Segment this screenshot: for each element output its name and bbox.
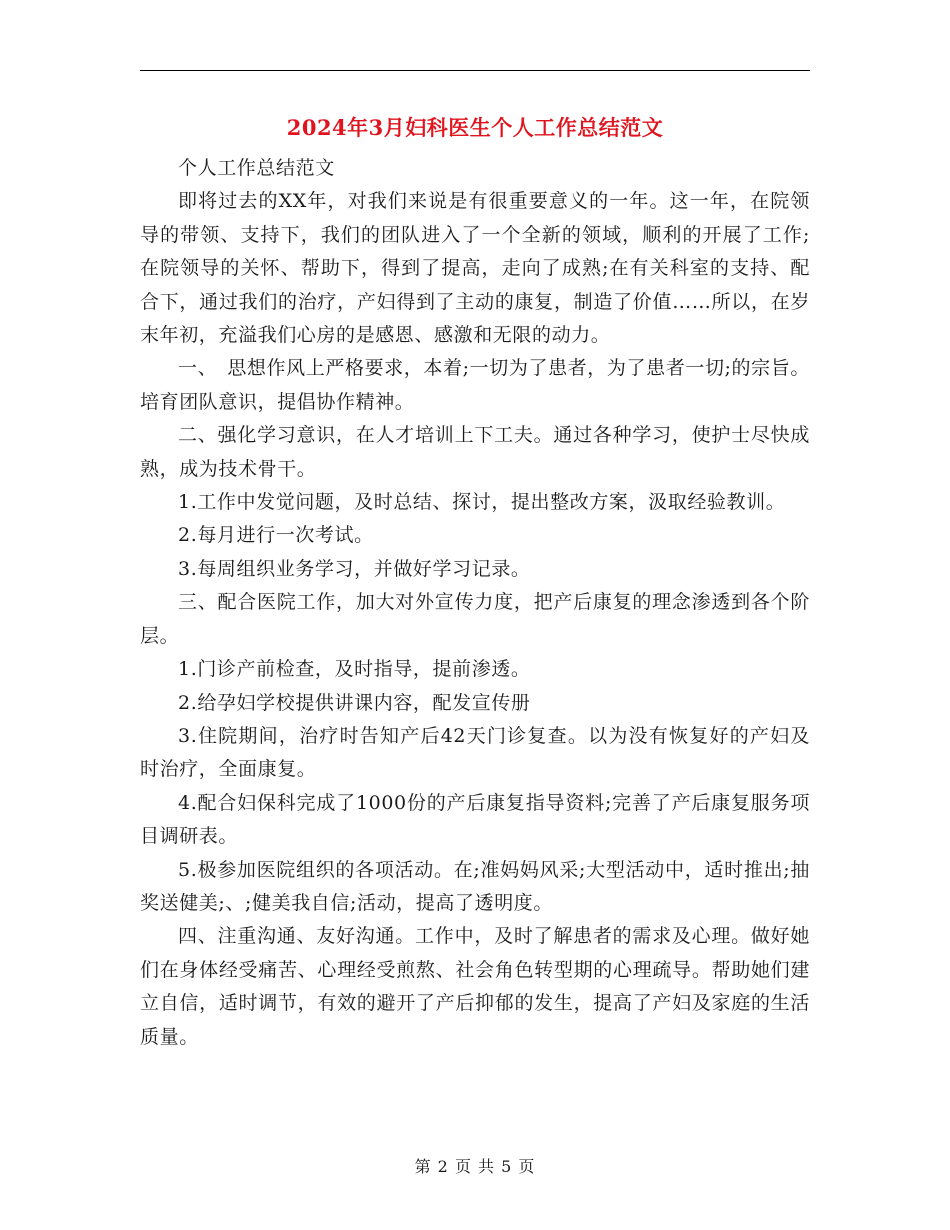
paragraph-item-2-1: 1.工作中发觉问题，及时总结、探讨，提出整改方案，汲取经验教训。 — [178, 491, 786, 514]
paragraph-item-3-5: 5.极参加医院组织的各项活动。在;准妈妈风采;大型活动中，适时推出;抽奖送健美;、;健美我自信;活动，提高了透明度。 — [140, 858, 810, 914]
paragraph-section-4: 四、注重沟通、友好沟通。工作中，及时了解患者的需求及心理。做好她们在身体经受痛苦、心理经受煎熬、社会角色转型期的心理疏导。帮助她们建立自信，适时调节，有效的避开了产后抑郁的发生，提高了产妇及家庭的生活质量。 — [140, 925, 810, 1048]
paragraph-item-3-4: 4.配合妇保科完成了1000份的产后康复指导资料;完善了产后康复服务项目调研表。 — [140, 791, 810, 848]
paragraph-section-1: 一、 思想作风上严格要求，本着;一切为了患者，为了患者一切;的宗旨。培育团队意识，提倡协作精神。 — [140, 357, 810, 413]
paragraph-item-2-3: 3.每周组织业务学习，并做好学习记录。 — [178, 557, 531, 580]
paragraph-subtitle: 个人工作总结范文 — [178, 157, 335, 179]
paragraph-item-3-2: 2.给孕妇学校提供讲课内容，配发宣传册 — [178, 691, 531, 714]
paragraph-item-3-3: 3.住院期间，治疗时告知产后42天门诊复查。以为没有恢复好的产妇及时治疗，全面康复。 — [140, 724, 810, 781]
paragraph-item-3-1: 1.门诊产前检查，及时指导，提前渗透。 — [178, 658, 531, 681]
paragraph-section-3: 三、配合医院工作，加大对外宣传力度，把产后康复的理念渗透到各个阶层。 — [140, 591, 810, 647]
document-body — [140, 152, 810, 1054]
paragraph-intro: 即将过去的XX年，对我们来说是有很重要意义的一年。这一年，在院领导的带领、支持下，我们的团队进入了一个全新的领域，顺利的开展了工作;在院领导的关怀、帮助下，得到了提高，走向了成熟;在有关科室的支持、配合下，通过我们的治疗，产妇得到了主动的康复，制造了价值……所以，在岁末年初，充溢我们心房的是感恩、感激和无限的动力。 — [140, 190, 810, 347]
page-footer: 第 2 页 共 5 页 — [414, 1157, 536, 1176]
header-rule — [140, 70, 810, 71]
paragraph-section-2: 二、强化学习意识，在人才培训上下工夫。通过各种学习，使护士尽快成熟，成为技术骨干。 — [140, 424, 810, 480]
paragraph-item-2-2: 2.每月进行一次考试。 — [178, 524, 374, 547]
document-title: 2024年3月妇科医生个人工作总结范文 — [286, 115, 664, 140]
